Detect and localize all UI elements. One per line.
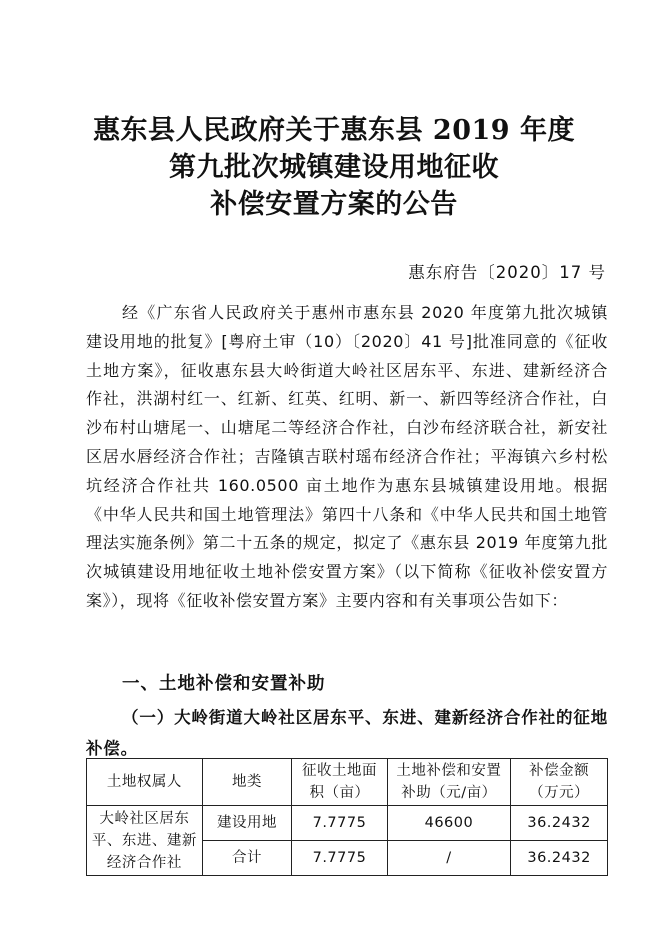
header-owner: 土地权属人 bbox=[87, 759, 203, 806]
header-area: 征收土地面积（亩） bbox=[292, 759, 387, 806]
area-cell: 7.7775 bbox=[292, 806, 387, 841]
compensation-table bbox=[86, 758, 608, 876]
owner-cell: 大岭社区居东平、东进、建新经济合作社 bbox=[87, 806, 203, 876]
document-number: 惠东府告〔2020〕17 号 bbox=[408, 263, 606, 282]
header-rate: 土地补偿和安置补助（元/亩） bbox=[387, 759, 511, 806]
area-cell: 7.7775 bbox=[292, 841, 387, 876]
body-paragraph: 经《广东省人民政府关于惠州市惠东县 2020 年度第九批次城镇建设用地的批复》[粤府土审（10）〔2020〕41 号]批准同意的《征收土地方案》，征收惠东县大岭街道大岭社区居东平、东进、建新经济合作社，洪湖村红一、红新、红英、红明、新一、新四等经济合作社，白沙布村山塘尾一、山塘尾二等经济合作社，白沙布经济联合社，新安社区居水唇经济合作社；吉隆镇吉联村瑶布经济合作社；平海镇六乡村松坑经济合作社共 160.0500 亩土地作为惠东县城镇建设用地。根据《中华人民共和国土地管理法》第四十八条和《中华人民共和国土地管理法实施条例》第二十五条的规定，拟定了《惠东县 2019 年度第九批次城镇建设用地征收土地补偿安置方案》（以下简称《征收补偿安置方案》），现将《征收补偿安置方案》主要内容和有关事项公告如下： bbox=[86, 303, 608, 610]
land-type-cell: 建设用地 bbox=[202, 806, 292, 841]
title-line-2: 第九批次城镇建设用地征收 bbox=[169, 152, 499, 183]
title-line-1: 惠东县人民政府关于惠东县 2019 年度 bbox=[93, 115, 575, 146]
amount-cell: 36.2432 bbox=[511, 841, 608, 876]
rate-cell: 46600 bbox=[387, 806, 511, 841]
subsection-heading: （一）大岭街道大岭社区居东平、东进、建新经济合作社的征地补偿。 bbox=[86, 708, 608, 758]
table-header-row bbox=[87, 759, 608, 806]
table-row bbox=[87, 806, 608, 841]
amount-cell: 36.2432 bbox=[511, 806, 608, 841]
land-type-cell: 合计 bbox=[202, 841, 292, 876]
rate-cell: / bbox=[387, 841, 511, 876]
header-land-type: 地类 bbox=[202, 759, 292, 806]
title-line-3: 补偿安置方案的公告 bbox=[210, 189, 458, 220]
header-amount: 补偿金额（万元） bbox=[511, 759, 608, 806]
section-heading: 一、土地补偿和安置补助 bbox=[122, 674, 326, 694]
